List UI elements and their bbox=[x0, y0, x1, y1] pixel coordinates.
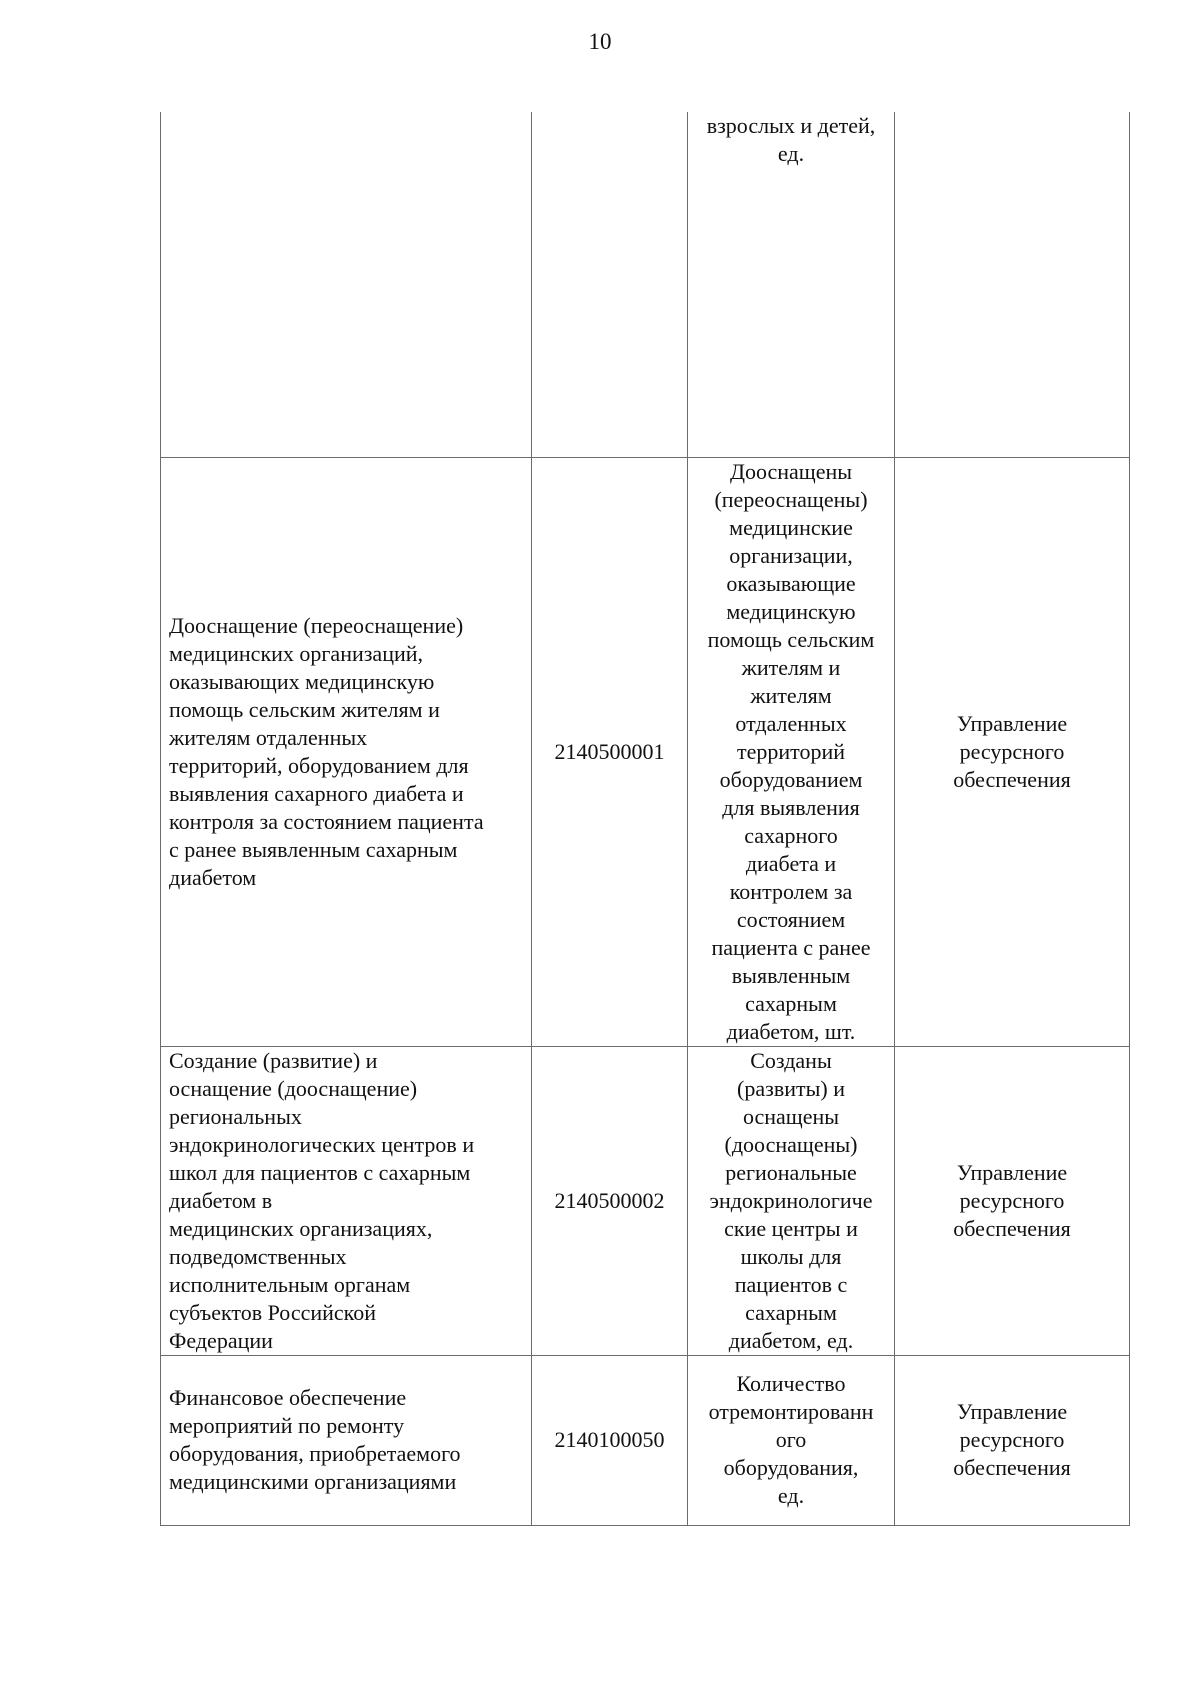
table-row bbox=[161, 457, 1130, 1046]
indicator-text: Созданы (развиты) и оснащены (дооснащены) региональные эндокринологиче ские центры и школы для пациентов с сахарным диабетом, ед. bbox=[709, 1047, 873, 1353]
indicator-cell bbox=[688, 457, 895, 1046]
measure-name-cell bbox=[161, 112, 532, 457]
measure-name-cell bbox=[161, 457, 532, 1046]
measure-name-cell bbox=[161, 1355, 532, 1525]
code-cell bbox=[532, 112, 688, 457]
measure-name: Финансовое обеспечение мероприятий по ремонту оборудования, приобретаемого медицинскими организациями bbox=[169, 1385, 461, 1494]
responsible-text: Управление ресурсного обеспечения bbox=[953, 710, 1071, 792]
measure-name: Создание (развитие) и оснащение (дооснащение) региональных эндокринологических центров и школ для пациентов с сахарным диабетом в медицинских организациях, подведомственных исполнительным органам субъектов Российской Федерации bbox=[169, 1047, 475, 1353]
measure-code: 2140100050 bbox=[554, 1427, 665, 1452]
table-row bbox=[161, 1355, 1130, 1525]
responsible-cell bbox=[895, 457, 1130, 1046]
responsible-cell bbox=[895, 1046, 1130, 1355]
indicator-cell bbox=[688, 1046, 895, 1355]
measure-name-cell bbox=[161, 1046, 532, 1355]
measure-name: Дооснащение (переоснащение) медицинских организаций, оказывающих медицинскую помощь сельским жителям и жителям отдаленных территорий, оборудованием для выявления сахарного диабета и контроля за состоянием пациента с ранее выявленным сахарным диабетом bbox=[169, 612, 484, 890]
table-row bbox=[161, 112, 1130, 457]
indicator-text: Количество отремонтированн ого оборудования, ед. bbox=[708, 1371, 874, 1508]
responsible-text: Управление ресурсного обеспечения bbox=[953, 1159, 1071, 1241]
indicator-cell bbox=[688, 112, 895, 457]
measure-code: 2140500002 bbox=[554, 1187, 665, 1213]
indicator-cell bbox=[688, 1355, 895, 1525]
page-number: 10 bbox=[588, 29, 612, 54]
indicator-text: Дооснащены (переоснащены) медицинские организации, оказывающие медицинскую помощь сельским жителям и жителям отдаленных территорий оборудованием для выявления сахарного диабета и контролем за состоянием пациента с ранее выявленным сахарным диабетом, шт. bbox=[707, 458, 875, 1044]
indicator-text: взрослых и детей, ед. bbox=[706, 113, 876, 166]
table-row bbox=[161, 1046, 1130, 1355]
code-cell bbox=[532, 457, 688, 1046]
code-cell bbox=[532, 1046, 688, 1355]
responsible-cell bbox=[895, 112, 1130, 457]
measure-code: 2140500001 bbox=[554, 738, 665, 764]
responsible-cell bbox=[895, 1355, 1130, 1525]
responsible-text: Управление ресурсного обеспечения bbox=[953, 1399, 1071, 1480]
code-cell bbox=[532, 1355, 688, 1525]
measures-table bbox=[160, 112, 1130, 1526]
